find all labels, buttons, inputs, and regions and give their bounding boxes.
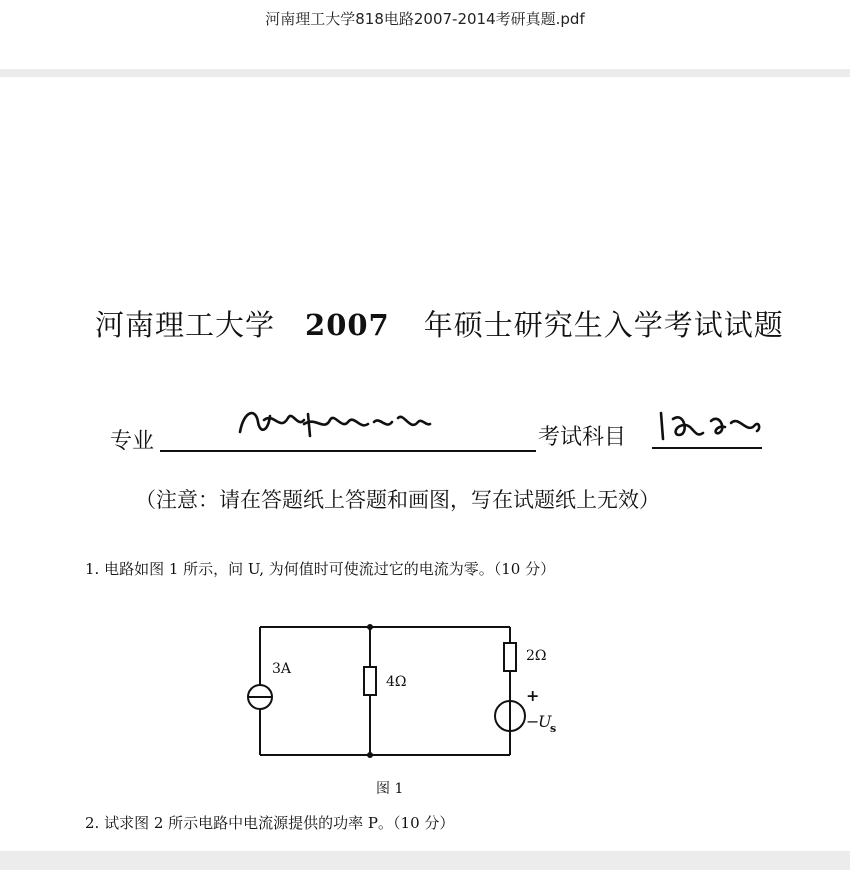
viewer-bottom-band [0,851,850,870]
circuit-wires [260,627,510,755]
resistor-4-ohm [364,667,376,695]
exam-year: 2007 [305,308,390,342]
voltage-symbol: U [538,712,552,731]
voltage-source-us [495,701,525,731]
r-middle-label: 4Ω [386,674,407,690]
circuit-figure-1 [240,597,560,807]
source-label: 3A [272,661,292,677]
school-name: 河南理工大学 [95,308,276,342]
figure-1-caption: 图 1 [376,781,404,797]
junction-dot-top [367,624,373,630]
viewer-title: 河南理工大学818电路2007-2014考研真题.pdf [265,10,585,28]
major-underline [160,450,536,452]
r-right-label: 2Ω [526,648,547,664]
question-1: 1. 电路如图 1 所示，问 U, 为何值时可使流过它的电流为零。（10 分） [85,560,556,578]
major-label: 专业 [110,429,155,454]
current-source-3a [248,685,272,709]
voltage-subscript: s [550,722,557,735]
handwritten-major-signature [234,402,434,448]
handwritten-subject-signature [655,405,765,447]
exam-heading [95,303,784,344]
minus-sign: − [526,712,540,731]
resistor-2-ohm [504,643,516,671]
subject-underline [652,447,762,449]
exam-title: 年硕士研究生入学考试试题 [423,308,784,342]
exam-notice: （注意：请在答题纸上答题和画图，写在试题纸上无效） [135,488,660,512]
junction-dot-bottom [367,752,373,758]
plus-sign: + [526,686,540,705]
viewer-top-band [0,69,850,77]
question-2: 2. 试求图 2 所示电路中电流源提供的功率 P。（10 分） [85,814,455,832]
pdf-page[interactable] [0,77,850,851]
subject-label: 考试科目 [538,425,627,450]
